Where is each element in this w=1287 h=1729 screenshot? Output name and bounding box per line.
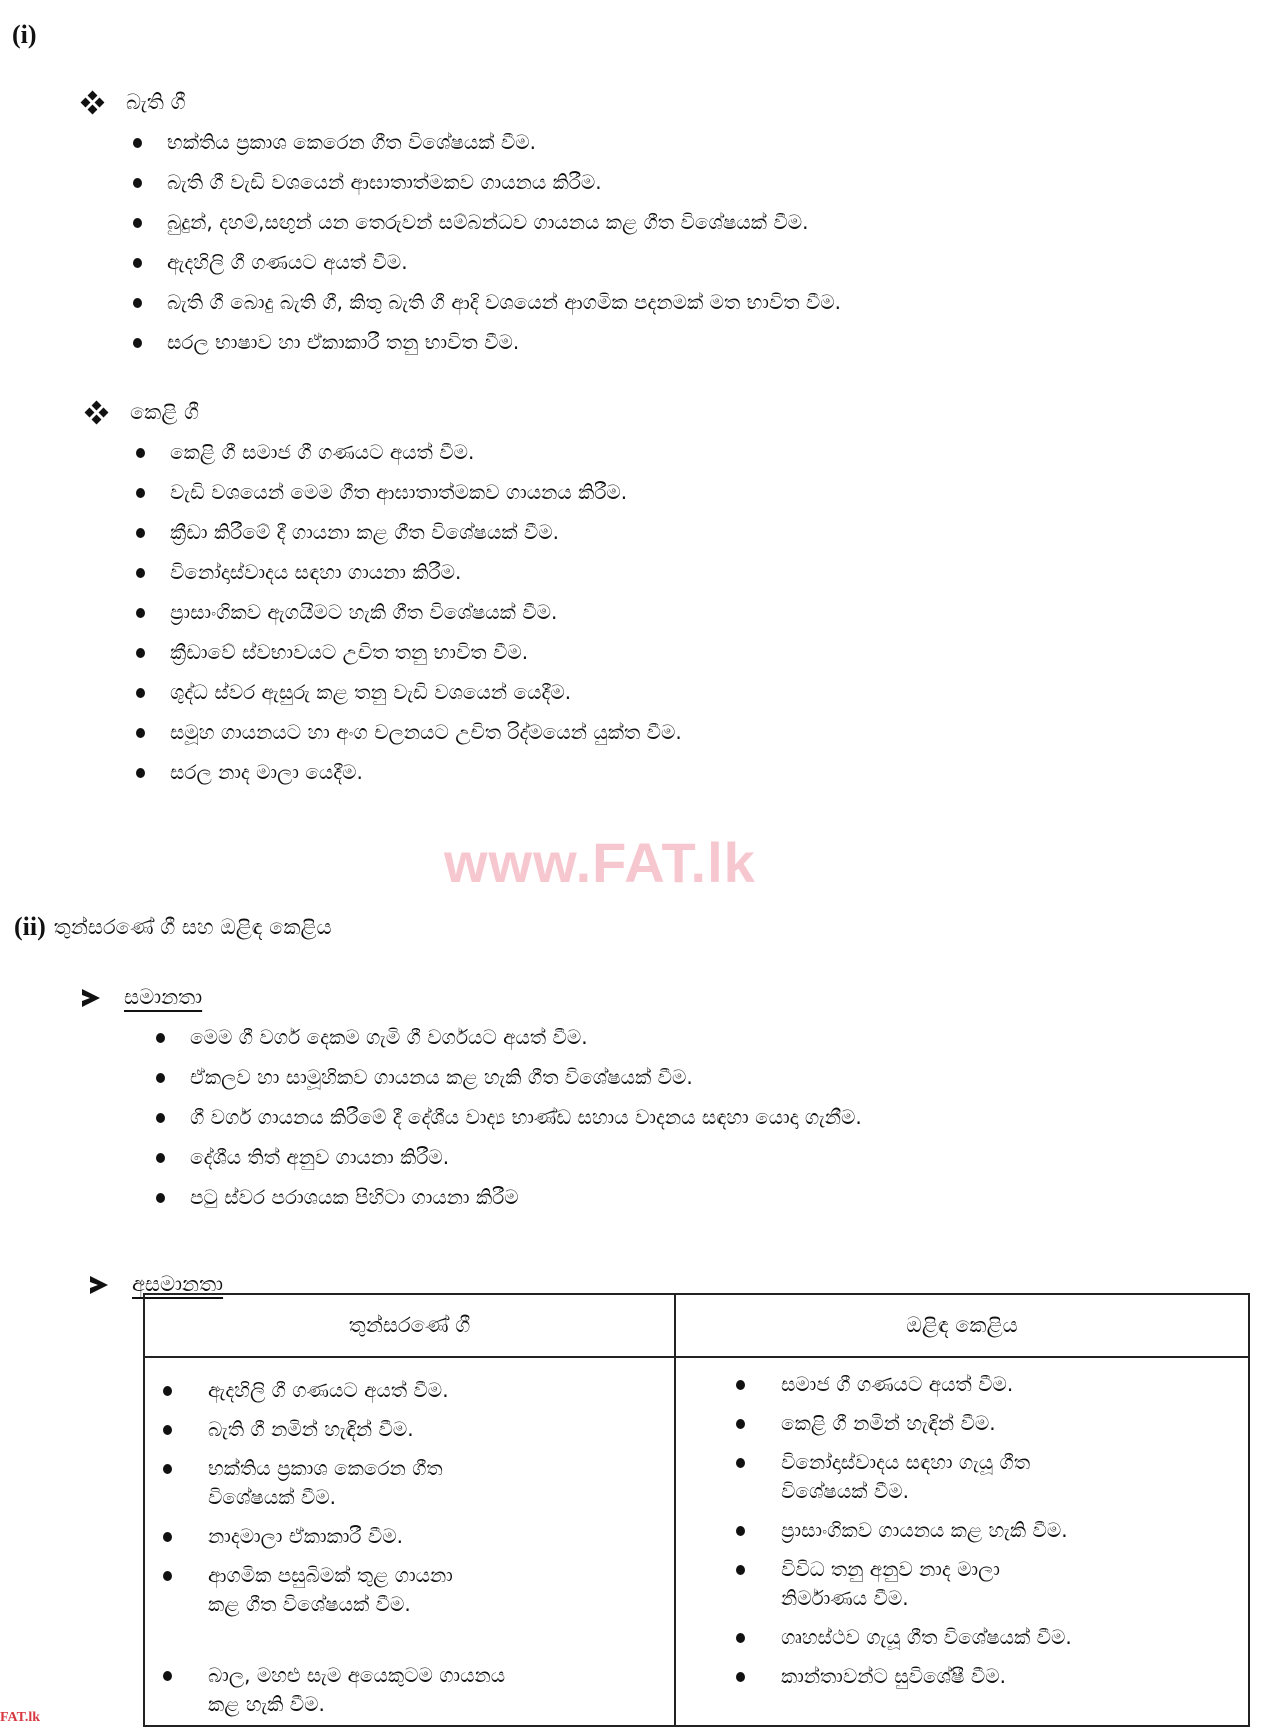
watermark: www.FAT.lk: [444, 831, 756, 894]
list-item: වැඩි වශයෙන් මෙම ගීත ආඝාතාත්මකව ගායනය කිරීම.: [136, 480, 682, 504]
list-item: සමූහ ගායනයට හා අංග චලනයට උචිත රිද්මයෙන් යුක්ත වීම.: [136, 720, 682, 744]
list-item: දේශීය තිත් අනුව ගායනා කිරීම.: [156, 1145, 862, 1169]
list-item: කෙළි ගී නමින් හැඳින් වීම.: [736, 1409, 1072, 1438]
part-i-label: (i): [12, 20, 37, 49]
list-item: බැති ගී වැඩි වශයෙන් ආඝාතාත්මකව ගායනය කිරීම.: [133, 170, 841, 194]
list-item: විවිධ තනු අනුව නාද මාලා නිර්මාණය වීම.: [736, 1555, 1072, 1613]
section-keli-gee-heading: [86, 400, 199, 425]
comparison-table: [143, 1293, 1250, 1727]
olinda-keliya-list: [736, 1370, 1072, 1691]
table-body-row: [145, 1358, 1248, 1725]
list-item: බැති ගී නමින් හැඳින් වීම.: [163, 1415, 505, 1444]
list-item: බාල, මහළු සැම අයෙකුටම ගායනය කළ හැකි වීම.: [163, 1661, 505, 1719]
list-item: සරල භාෂාව හා ඒකාකාරී තනු භාවිත වීම.: [133, 330, 841, 354]
list-item: බුදුන්, දහම්,සඟුන් යන තෙරුවන් සම්බන්ධව ගායනය කළ ගීත විශේෂයක් වීම.: [133, 210, 841, 234]
list-item: බැති ගී බොදු බැති ගී, කිතු බැති ගී ආදි වශයෙන් ආගමික පදනමක් මත භාවිත වීම.: [133, 290, 841, 314]
list-item: සරල නාද මාලා යෙදීම.: [136, 760, 682, 784]
table-cell-right: [676, 1358, 1248, 1725]
list-item: භක්තිය ප්‍රකාශ කෙරෙන ගීත විශේෂයක් වීම.: [163, 1454, 505, 1512]
list-item: විනෝදාස්වාදය සඳහා ගැයූ ගීත විශේෂයක් වීම.: [736, 1448, 1072, 1506]
list-item: කෙළි ගී සමාජ ගී ගණයට අයත් වීම.: [136, 440, 682, 464]
list-item: ගී වර්ග ගායනය කිරීමේ දී දේශීය වාද්‍ය භාණ්ඩ සහාය වාදනය සඳහා යොදා ගැනීම.: [156, 1105, 862, 1129]
part-ii-label: (ii): [14, 912, 46, 941]
list-item: භක්තිය ප්‍රකාශ කෙරෙන ගීත විශේෂයක් වීම.: [133, 130, 841, 154]
table-cell-left: [145, 1358, 676, 1725]
list-item: ඇදහිලි ගී ගණයට අයත් වීම.: [163, 1376, 505, 1405]
list-item: ක්‍රීඩා කිරීමේ දී ගායනා කළ ගීත විශේෂයක් වීම.: [136, 520, 682, 544]
table-header-thunsarane-gee: තුන්සරණේ ගී: [145, 1295, 676, 1356]
list-item: ප්‍රාසාංගිකව ගායනය කළ හැකි වීම.: [736, 1516, 1072, 1545]
table-header-row: [145, 1295, 1248, 1358]
list-item: විනෝදාස්වාදය සඳහා ගායනා කිරීම.: [136, 560, 682, 584]
list-item: පටු ස්වර පරාශයක පිහිටා ගායනා කිරීම: [156, 1185, 862, 1209]
list-item: සමාජ ගී ගණයට අයත් වීම.: [736, 1370, 1072, 1399]
arrow-bullet-icon: [82, 989, 100, 1007]
list-item: ශුද්ධ ස්වර ඇසුරු කළ තනු වැඩි වශයෙන් යෙදීම.: [136, 680, 682, 704]
similarities-heading: [82, 985, 202, 1010]
list-item: ඒකලව හා සාමූහිකව ගායනය කළ හැකි ගීත විශේෂයක් වීම.: [156, 1065, 862, 1089]
keli-gee-list: [136, 440, 682, 784]
list-item: ගෘහස්ථව ගැයූ ගීත විශේෂයක් වීම.: [736, 1623, 1072, 1652]
thunsarane-gee-list: [163, 1376, 505, 1719]
list-item: ඇදහිලි ගී ගණයට අයත් වීම.: [133, 250, 841, 274]
similarities-list: [156, 1025, 862, 1209]
similarities-title: සමානතා: [124, 985, 203, 1009]
section-bathi-gee-heading: [82, 90, 186, 115]
table-header-olinda-keliya: ඔළිඳ කෙළිය: [906, 1313, 1018, 1337]
list-item: කාන්තාවන්ට සුවිශේෂී වීම.: [736, 1662, 1072, 1691]
diamond-bullet-icon: [82, 92, 104, 114]
footer-brand-logo[interactable]: FAT.lk: [0, 1710, 41, 1725]
part-ii-heading: [14, 912, 332, 942]
diamond-bullet-icon: [86, 402, 108, 424]
part-ii-title: තුන්සරණේ ගී සහ ඔළිඳ කෙළිය: [53, 914, 332, 939]
differences-title: අසමානතා: [132, 1272, 224, 1296]
section-title: කෙළි ගී: [130, 400, 200, 424]
list-item: මෙම ගී වර්ග දෙකම ගැමි ගී වර්ගයට අයත් වීම.: [156, 1025, 862, 1049]
list-item: නාදමාලා ඒකාකාරී වීම.: [163, 1522, 505, 1551]
list-item: ප්‍රාසාංගිකව ඇගයීමට හැකි ගීත විශේෂයක් වීම.: [136, 600, 682, 624]
section-title: බැති ගී: [126, 90, 186, 114]
list-item: ආගමික පසුබිමක් තුළ ගායනා කළ ගීත විශේෂයක් වීම.: [163, 1561, 505, 1619]
arrow-bullet-icon: [90, 1276, 108, 1294]
bathi-gee-list: [133, 130, 841, 354]
list-item: ක්‍රීඩාවේ ස්වභාවයට උචිත තනු භාවිත වීම.: [136, 640, 682, 664]
